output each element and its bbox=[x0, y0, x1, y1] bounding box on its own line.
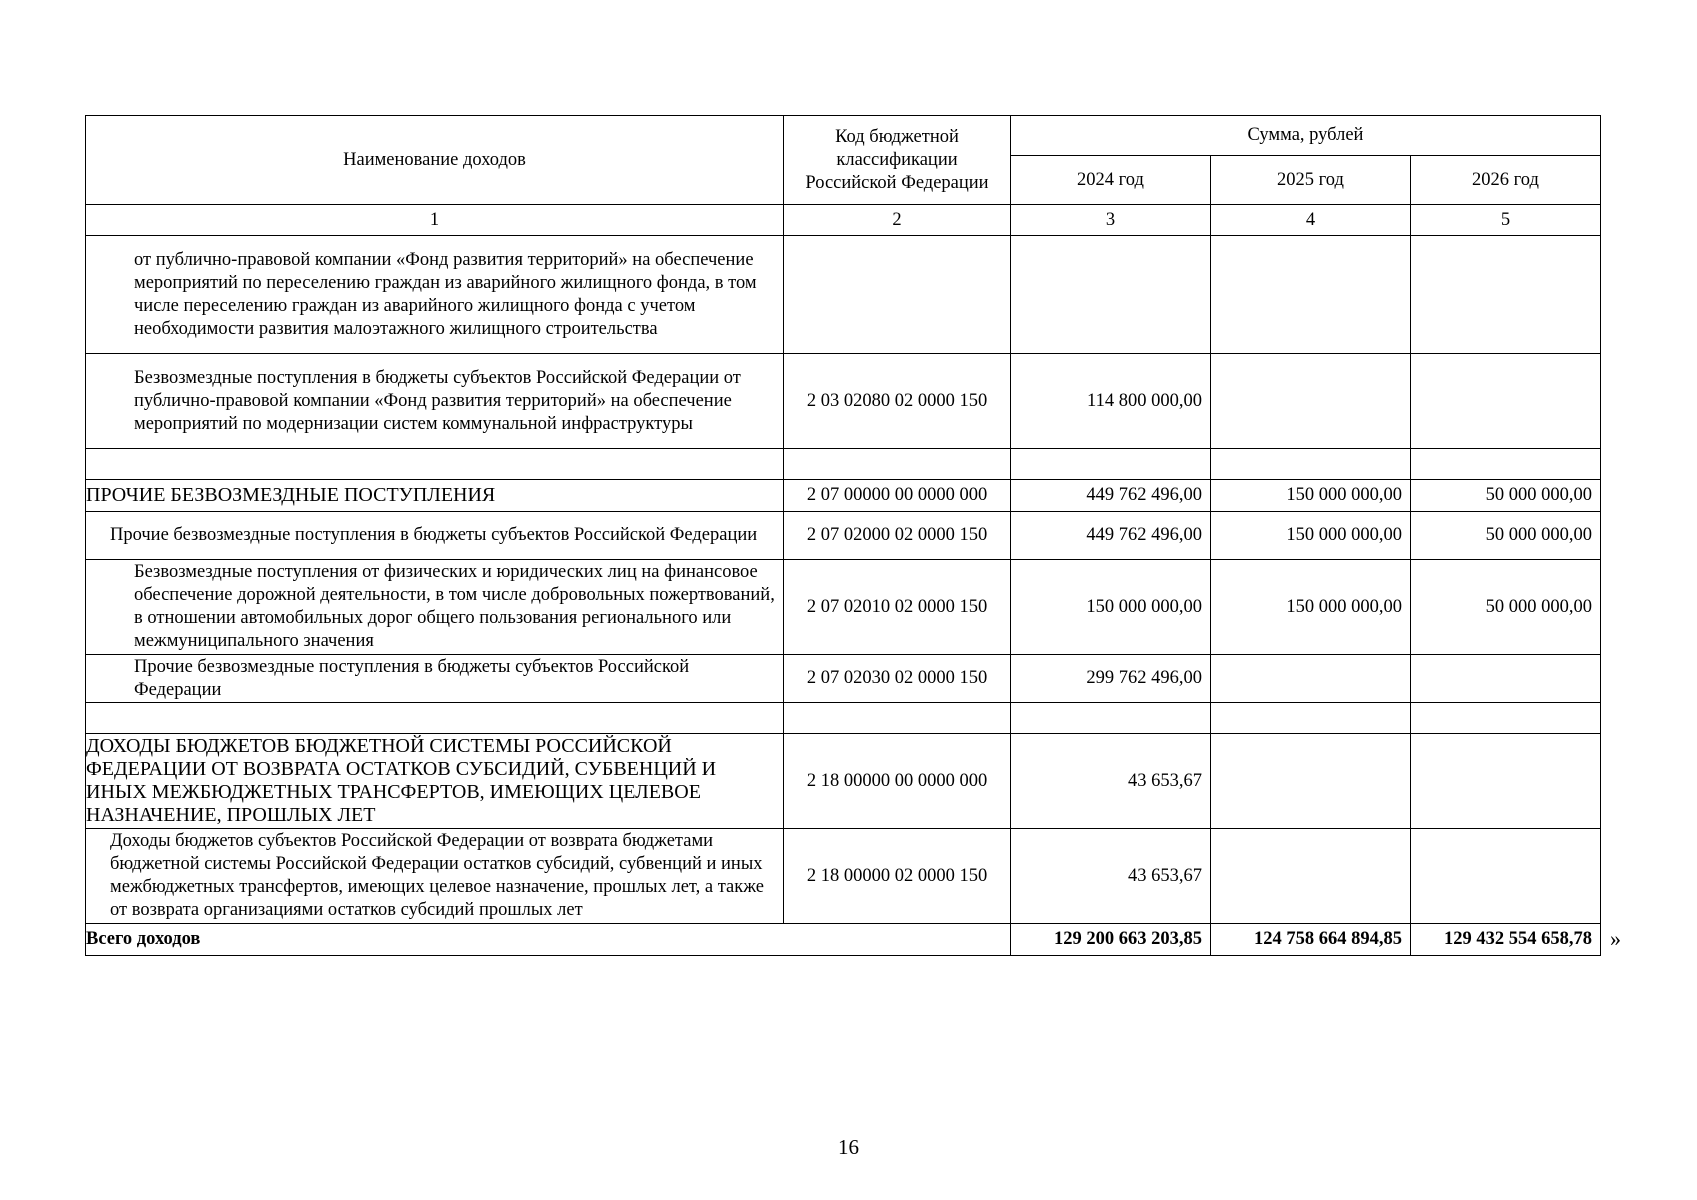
revenue-table bbox=[85, 115, 1601, 956]
column-number-2: 2 bbox=[784, 205, 1011, 236]
row-name-text: Прочие безвозмездные поступления в бюджеты субъектов Российской Федерации bbox=[110, 525, 758, 545]
total-value-2026: 129 432 554 658,78 bbox=[1411, 924, 1601, 956]
row-name bbox=[86, 829, 784, 924]
table-row bbox=[86, 354, 1601, 449]
row-value-2026 bbox=[1411, 734, 1601, 829]
row-value-2026: 50 000 000,00 bbox=[1411, 560, 1601, 655]
page-number: 16 bbox=[838, 1135, 859, 1159]
row-value-2024: 299 762 496,00 bbox=[1011, 655, 1211, 703]
header-year-2025: 2025 год bbox=[1211, 156, 1411, 205]
header-year-2024: 2024 год bbox=[1011, 156, 1211, 205]
row-value-2026 bbox=[1411, 655, 1601, 703]
row-value-2025 bbox=[1211, 236, 1411, 354]
row-code: 2 07 02030 02 0000 150 bbox=[784, 655, 1011, 703]
table-body bbox=[86, 236, 1601, 956]
header-year-2026: 2026 год bbox=[1411, 156, 1601, 205]
row-value-2025: 150 000 000,00 bbox=[1211, 560, 1411, 655]
row-name bbox=[86, 655, 784, 703]
header-name: Наименование доходов bbox=[86, 116, 784, 205]
row-code: 2 07 02000 02 0000 150 bbox=[784, 512, 1011, 560]
table-row bbox=[86, 655, 1601, 703]
row-value-2024: 43 653,67 bbox=[1011, 829, 1211, 924]
header-sum: Сумма, рублей bbox=[1011, 116, 1601, 156]
row-value-2025: 150 000 000,00 bbox=[1211, 480, 1411, 512]
table-row bbox=[86, 236, 1601, 354]
column-number-5: 5 bbox=[1411, 205, 1601, 236]
row-code bbox=[784, 236, 1011, 354]
row-name-text: ДОХОДЫ БЮДЖЕТОВ БЮДЖЕТНОЙ СИСТЕМЫ РОССИЙСКОЙ ФЕДЕРАЦИИ ОТ ВОЗВРАТА ОСТАТКОВ СУБСИДИЙ, СУБВЕНЦИЙ И ИНЫХ МЕЖБЮДЖЕТНЫХ ТРАНСФЕРТОВ, ИМЕЮЩИХ ЦЕЛЕВОЕ НАЗНАЧЕНИЕ, ПРОШЛЫХ ЛЕТ bbox=[86, 735, 717, 826]
total-row bbox=[86, 924, 1601, 956]
row-code: 2 03 02080 02 0000 150 bbox=[784, 354, 1011, 449]
table-row bbox=[86, 829, 1601, 924]
row-value-2024 bbox=[1011, 236, 1211, 354]
row-code: 2 07 02010 02 0000 150 bbox=[784, 560, 1011, 655]
row-value-2026 bbox=[1411, 236, 1601, 354]
header-code: Код бюджетной классификации Российской Федерации bbox=[784, 116, 1011, 205]
row-name bbox=[86, 236, 784, 354]
row-name bbox=[86, 354, 784, 449]
row-value-2024: 150 000 000,00 bbox=[1011, 560, 1211, 655]
table-header bbox=[86, 116, 1601, 236]
row-value-2024: 43 653,67 bbox=[1011, 734, 1211, 829]
column-number-3: 3 bbox=[1011, 205, 1211, 236]
row-value-2026 bbox=[1411, 354, 1601, 449]
row-name-text: Безвозмездные поступления от физических и юридических лиц на финансовое обеспечение дорожной деятельности, в том числе добровольных пожертвований, в отношении автомобильных дорог общего пользования регионального или межмуниципального значения bbox=[134, 562, 775, 651]
column-number-1: 1 bbox=[86, 205, 784, 236]
row-value-2025 bbox=[1211, 829, 1411, 924]
closing-quote: » bbox=[1610, 926, 1621, 951]
row-code: 2 18 00000 00 0000 000 bbox=[784, 734, 1011, 829]
row-value-2024: 449 762 496,00 bbox=[1011, 512, 1211, 560]
row-value-2025: 150 000 000,00 bbox=[1211, 512, 1411, 560]
row-value-2026 bbox=[1411, 829, 1601, 924]
total-value-2024: 129 200 663 203,85 bbox=[1011, 924, 1211, 956]
row-value-2026: 50 000 000,00 bbox=[1411, 480, 1601, 512]
row-code: 2 18 00000 02 0000 150 bbox=[784, 829, 1011, 924]
row-name-text: от публично-правовой компании «Фонд развития территорий» на обеспечение мероприятий по переселению граждан из аварийного жилищного фонда, в том числе переселению граждан из аварийного жилищного фонда с учетом необходимости развития малоэтажного жилищного строительства bbox=[134, 249, 757, 339]
row-name-text: Безвозмездные поступления в бюджеты субъектов Российской Федерации от публично-правовой компании «Фонд развития территорий» на обеспечение мероприятий по модернизации систем коммунальной инфраструктуры bbox=[134, 367, 741, 434]
row-value-2025 bbox=[1211, 734, 1411, 829]
empty-row bbox=[86, 449, 1601, 480]
row-code: 2 07 00000 00 0000 000 bbox=[784, 480, 1011, 512]
empty-row bbox=[86, 703, 1601, 734]
table-row bbox=[86, 734, 1601, 829]
row-name-text: Прочие безвозмездные поступления в бюджеты субъектов Российской Федерации bbox=[134, 656, 690, 700]
row-name-text: Доходы бюджетов субъектов Российской Федерации от возврата бюджетами бюджетной системы Российской Федерации остатков субсидий, субвенций и иных межбюджетных трансфертов, имеющих целевое назначение, прошлых лет, а также от возврата организациями остатков субсидий прошлых лет bbox=[110, 831, 764, 920]
row-value-2025 bbox=[1211, 354, 1411, 449]
row-name bbox=[86, 734, 784, 829]
row-value-2024: 114 800 000,00 bbox=[1011, 354, 1211, 449]
row-value-2026: 50 000 000,00 bbox=[1411, 512, 1601, 560]
table-row bbox=[86, 480, 1601, 512]
total-value-2025: 124 758 664 894,85 bbox=[1211, 924, 1411, 956]
row-name-text: ПРОЧИЕ БЕЗВОЗМЕЗДНЫЕ ПОСТУПЛЕНИЯ bbox=[86, 484, 496, 506]
row-name bbox=[86, 480, 784, 512]
row-value-2024: 449 762 496,00 bbox=[1011, 480, 1211, 512]
row-value-2025 bbox=[1211, 655, 1411, 703]
column-number-4: 4 bbox=[1211, 205, 1411, 236]
row-name bbox=[86, 512, 784, 560]
table-row bbox=[86, 560, 1601, 655]
table-row bbox=[86, 512, 1601, 560]
total-label: Всего доходов bbox=[86, 924, 1011, 956]
row-name bbox=[86, 560, 784, 655]
